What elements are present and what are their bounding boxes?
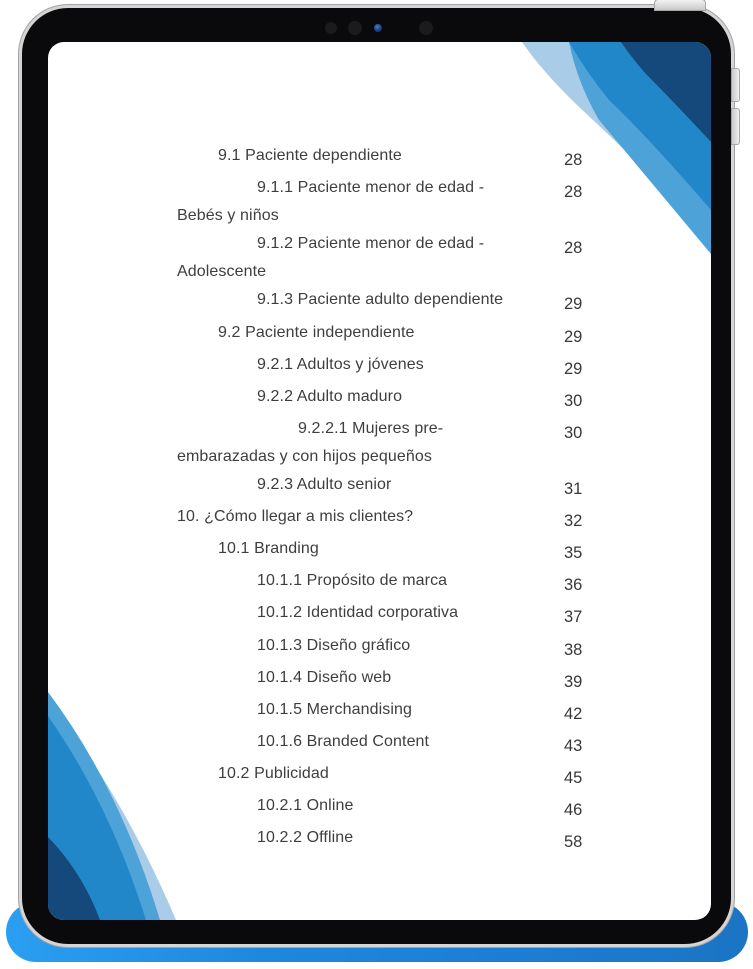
toc-entry [177, 728, 647, 760]
toc-entry-page-number: 30 [564, 423, 583, 442]
front-camera-icon [374, 24, 382, 32]
toc-entry-page-number: 38 [564, 640, 583, 659]
toc-entry-page-number: 58 [564, 833, 583, 852]
toc-entry [177, 824, 647, 856]
toc-entry [177, 503, 647, 535]
toc-entry-line1: 10.1 Branding [218, 540, 319, 558]
toc-entry-line1: 9.2.2.1 Mujeres pre- [298, 419, 444, 437]
toc-entry-page-number: 35 [564, 544, 583, 563]
toc-entry-page-number: 42 [564, 704, 583, 723]
toc-entry-text [177, 567, 564, 595]
toc-entry-line2: Bebés y niños [177, 207, 279, 225]
toc-entry [177, 664, 647, 696]
toc-entry-line1: 9.1.1 Paciente menor de edad - [257, 179, 485, 197]
toc-entry [177, 792, 647, 824]
toc-entry-text [177, 319, 564, 347]
toc-entry-line1: 9.2.2 Adulto maduro [257, 387, 403, 405]
toc-entry-page-number: 28 [564, 239, 583, 258]
toc-entry-text [177, 792, 564, 820]
toc-entry-line2: embarazadas y con hijos pequeños [177, 447, 432, 465]
toc-entry-page-number: 43 [564, 736, 583, 755]
sensor-dot-icon [348, 21, 362, 35]
volume-up-button [731, 68, 740, 102]
toc-entry-line1: 10.2.1 Online [257, 796, 354, 814]
toc-entry-line1: 10.1.3 Diseño gráfico [257, 636, 411, 654]
toc-entry-text [177, 535, 564, 563]
toc-entry-line1: 10.1.1 Propósito de marca [257, 572, 448, 590]
toc-entry [177, 632, 647, 664]
toc-entry-page-number: 45 [564, 768, 583, 787]
toc-entry-page-number: 31 [564, 480, 583, 499]
toc-entry [177, 230, 647, 286]
toc-entry-page-number: 29 [564, 359, 583, 378]
toc-entry-text [177, 174, 564, 230]
toc-entry-page-number: 39 [564, 672, 583, 691]
toc-entry-line1: 10.1.5 Merchandising [257, 700, 412, 718]
volume-down-button [731, 108, 740, 145]
toc-entry-line1: 10.1.4 Diseño web [257, 668, 392, 686]
tablet-screen [48, 42, 711, 920]
toc-entry [177, 351, 647, 383]
toc-entry [177, 599, 647, 631]
toc-entry-text [177, 824, 564, 852]
toc-entry-text [177, 351, 564, 379]
toc-entry-text [177, 415, 564, 471]
toc-entry-line1: 9.2.1 Adultos y jóvenes [257, 355, 424, 373]
power-button [654, 0, 706, 11]
toc-entry [177, 760, 647, 792]
toc-entry-text [177, 728, 564, 756]
toc-entry [177, 383, 647, 415]
toc-entry-text [177, 760, 564, 788]
toc-entry [177, 142, 647, 174]
toc-entry-page-number: 32 [564, 512, 583, 531]
sensor-dot-icon [419, 21, 433, 35]
toc-entry-line1: 9.1.2 Paciente menor de edad - [257, 235, 485, 253]
toc-entry-page-number: 28 [564, 151, 583, 169]
toc-entry-page-number: 28 [564, 183, 583, 202]
toc-entry-text [177, 599, 564, 627]
toc-entry-line1: 10.2.2 Offline [257, 829, 354, 847]
toc-entry-line1: 10. ¿Cómo llegar a mis clientes? [177, 508, 414, 526]
toc-entry-text [177, 142, 564, 170]
sensor-dot-icon [325, 22, 337, 34]
toc-entry-text [177, 230, 564, 286]
toc-entry [177, 471, 647, 503]
toc-entry-page-number: 29 [564, 327, 583, 346]
table-of-contents [177, 142, 647, 856]
toc-entry-line1: 9.1.3 Paciente adulto dependiente [257, 291, 504, 309]
toc-entry-line2: Adolescente [177, 263, 267, 281]
toc-entry [177, 319, 647, 351]
toc-entry [177, 174, 647, 230]
toc-entry [177, 567, 647, 599]
tablet-frame [22, 8, 731, 944]
toc-entry-line1: 9.2 Paciente independiente [218, 323, 415, 341]
toc-entry [177, 286, 647, 318]
toc-entry-line1: 10.1.6 Branded Content [257, 732, 430, 750]
toc-entry-line1: 9.2.3 Adulto senior [257, 476, 392, 494]
toc-entry-line1: 10.1.2 Identidad corporativa [257, 604, 459, 622]
toc-entry-text [177, 471, 564, 499]
toc-entry-text [177, 696, 564, 724]
toc-entry-page-number: 36 [564, 576, 583, 595]
toc-entry-text [177, 383, 564, 411]
toc-entry [177, 535, 647, 567]
toc-entry-text [177, 286, 564, 314]
toc-entry-line1: 10.2 Publicidad [218, 764, 329, 782]
camera-cluster [22, 21, 731, 35]
toc-entry-page-number: 29 [564, 295, 583, 314]
toc-entry [177, 415, 647, 471]
toc-entry-text [177, 503, 564, 531]
toc-entry-line1: 9.1 Paciente dependiente [218, 147, 402, 164]
toc-entry-page-number: 46 [564, 800, 583, 819]
toc-entry [177, 696, 647, 728]
toc-entry-page-number: 30 [564, 391, 583, 410]
toc-entry-text [177, 664, 564, 692]
toc-entry-text [177, 632, 564, 660]
toc-entry-page-number: 37 [564, 608, 583, 627]
